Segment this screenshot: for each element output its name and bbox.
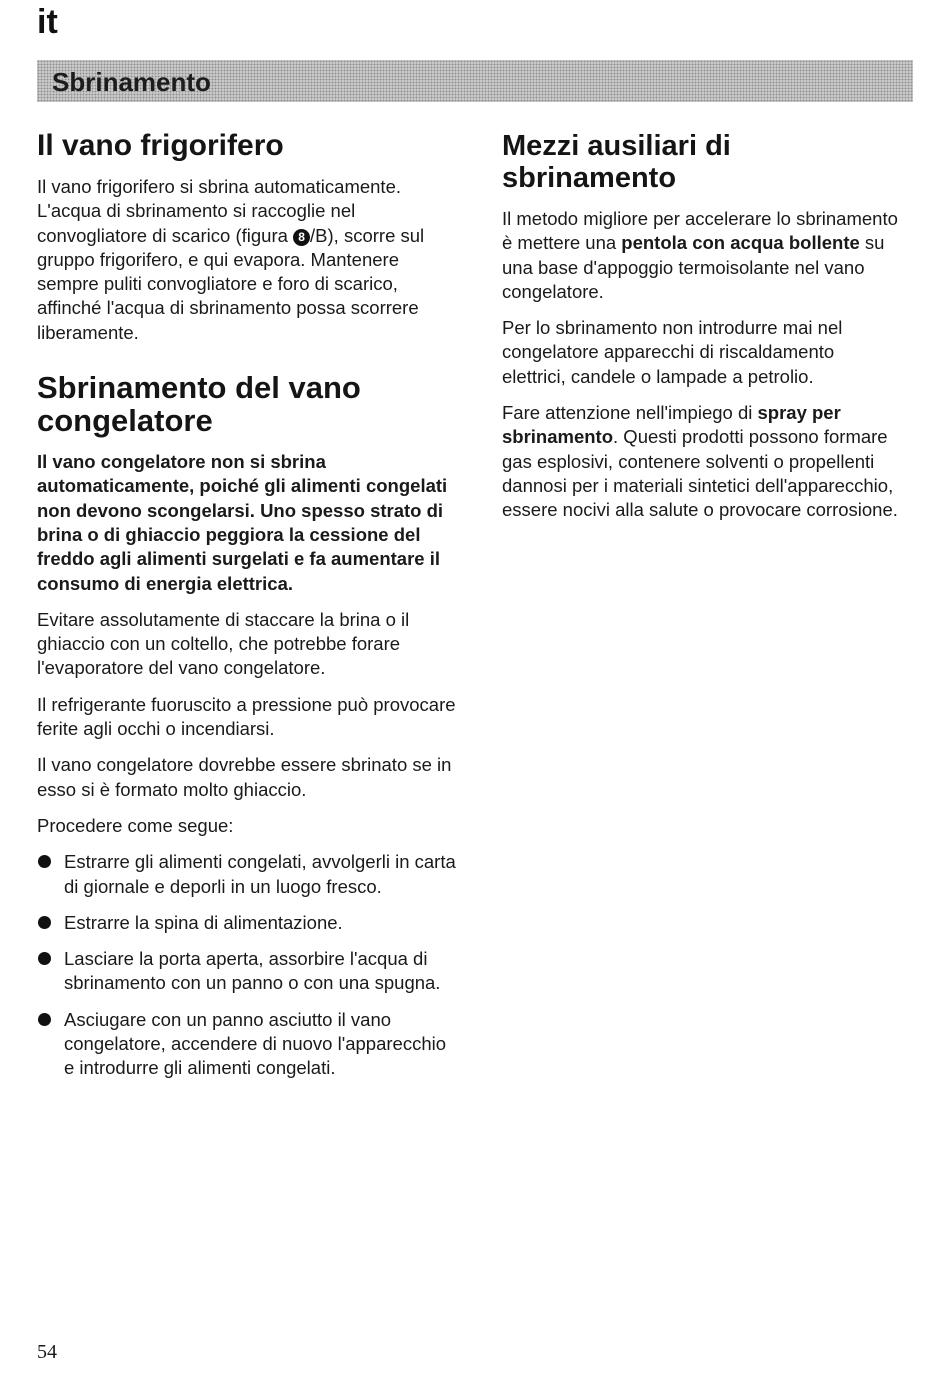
bullet-icon	[38, 1013, 51, 1026]
section-title: Sbrinamento	[52, 67, 211, 97]
language-code: it	[37, 3, 58, 41]
step-text: Estrarre gli alimenti congelati, avvolgerli in carta di giornale e deporli in un luogo fresco.	[64, 851, 456, 897]
list-item	[37, 911, 457, 935]
freezer-paragraph-4: Procedere come segue:	[37, 814, 234, 836]
aids-text-3b: . Questi prodotti possono formare gas esplosivi, contenere solventi o propellenti dannosi per i materiali sintetici dell'apparecchio, essere nocivi alla salute o provocare corrosione.	[502, 426, 898, 521]
step-text: Asciugare con un panno asciutto il vano congelatore, accendere di nuovo l'apparecchio e introdurre gli alimenti congelati.	[64, 1008, 447, 1079]
step-text: Estrarre la spina di alimentazione.	[64, 911, 343, 933]
aids-paragraph-1	[502, 207, 902, 304]
freezer-paragraph-1: Evitare assolutamente di staccare la brina o il ghiaccio con un coltello, che potrebbe forare l'evaporatore del vano congelatore.	[37, 608, 410, 679]
aids-text-1b: su una base d'appoggio termoisolante nel vano congelatore.	[502, 232, 885, 302]
freezer-paragraph-3: Il vano congelatore dovrebbe essere sbrinato se in esso si è formato molto ghiaccio.	[37, 754, 452, 800]
left-column	[37, 130, 457, 1093]
aids-heading: Mezzi ausiliari di sbrinamento	[502, 130, 731, 194]
step-text: Lasciare la porta aperta, assorbire l'acqua di sbrinamento con un panno o con una spugna.	[64, 948, 441, 994]
defrost-steps-list	[37, 850, 457, 1080]
aids-paragraph-3	[502, 401, 902, 522]
list-item	[37, 947, 457, 996]
fridge-paragraph	[37, 175, 457, 345]
bullet-icon	[38, 855, 51, 868]
fridge-text-end: /B), scorre sul gruppo frigorifero, e qui evapora. Mantenere sempre puliti convogliatore e foro di scarico, affinché l'acqua di sbrinamento possa scorrere liberamente.	[37, 224, 425, 343]
aids-text-1a: Il metodo migliore per accelerare lo sbrinamento è mettere una	[502, 208, 898, 254]
fridge-heading: Il vano frigorifero	[37, 129, 284, 162]
aids-bold-1: pentola con acqua bollente	[621, 232, 860, 254]
freezer-paragraph-2: Il refrigerante fuoruscito a pressione può provocare ferite agli occhi o incendiarsi.	[37, 693, 456, 740]
fridge-text-start: Il vano frigorifero si sbrina automaticamente. L'acqua di sbrinamento si raccoglie nel convogliatore di scarico (figura	[37, 176, 402, 246]
freezer-heading: Sbrinamento del vano congelatore	[37, 370, 361, 439]
section-banner	[37, 60, 913, 102]
page-number: 54	[37, 1341, 57, 1363]
bullet-icon	[38, 916, 51, 929]
list-item	[37, 1008, 457, 1081]
right-column	[502, 130, 902, 535]
aids-text-3a: Fare attenzione nell'impiego di	[502, 402, 758, 424]
freezer-warning: Il vano congelatore non si sbrina automaticamente, poiché gli alimenti congelati non devono scongelarsi. Uno spesso strato di brina o di ghiaccio peggiora la cessione del freddo agli alimenti surgelati e fa aumentare il consumo di energia elettrica.	[37, 451, 448, 594]
aids-paragraph-2: Per lo sbrinamento non introdurre mai nel congelatore apparecchi di riscaldamento elettrici, candele o lampade a petrolio.	[502, 317, 843, 387]
aids-bold-3: spray per sbrinamento	[502, 402, 841, 448]
figure-number-badge: 8	[293, 229, 310, 246]
bullet-icon	[38, 952, 51, 965]
list-item	[37, 850, 457, 899]
